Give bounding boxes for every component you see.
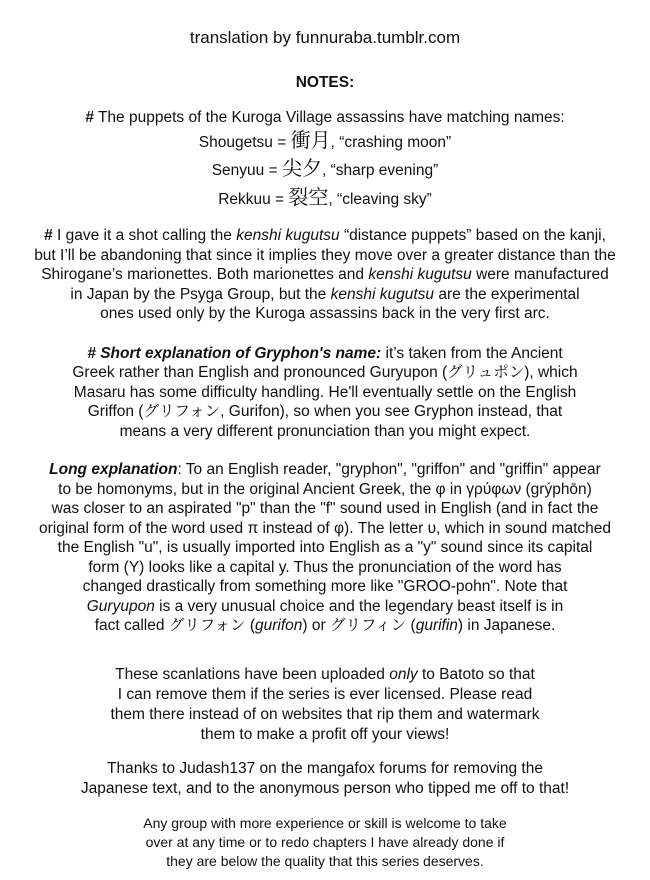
translation-credit: translation by funnuraba.tumblr.com (189, 28, 461, 47)
puppet-name-shougetsu (0, 128, 650, 157)
paragraph-line: form (Y) looks like a capital y. Thus the pronunciation of the word has (88, 558, 562, 576)
italic-term: gurifin (415, 617, 458, 634)
long-explanation-section (0, 460, 650, 636)
puppet-name-list (0, 128, 650, 214)
distance-puppets-section (0, 226, 650, 324)
text-run: it’s taken from the Ancient (381, 344, 563, 362)
text-run: is a very unusual choice and the legendary beast itself is in (154, 597, 564, 615)
text-run: to Batoto so that (417, 665, 535, 683)
paragraph-line (0, 665, 650, 685)
paragraph-line (0, 344, 650, 364)
paragraph-line: over at any time or to redo chapters I have already done if (145, 833, 505, 850)
puppet-romaji: Senyuu = (211, 162, 282, 179)
puppet-meaning: , “sharp evening” (321, 162, 439, 179)
paragraph-line: but I’ll be abandoning that since it implies they move over a greater distance than the (34, 246, 616, 264)
thanks-notice (0, 759, 650, 799)
puppet-names-section (0, 108, 650, 213)
text-run: I gave it a shot calling the (52, 227, 237, 244)
text-run: : To an English reader, "gryphon", "griffon" and "griffin" appear (177, 461, 601, 478)
paragraph-line: they are below the quality that this series deserves. (166, 852, 484, 869)
short-explanation-heading: # Short explanation of Gryphon's name: (87, 344, 382, 362)
puppet-romaji: Shougetsu = (198, 133, 291, 151)
puppet-intro-line (0, 108, 650, 128)
paragraph-line (0, 265, 650, 285)
paragraph-line: means a very different pronunciation than you might expect. (119, 422, 531, 440)
paragraph-line: Thanks to Judash137 on the mangafox forums for removing the (107, 759, 543, 777)
paragraph-line: Greek rather than English and pronounced Guryupon (グリュポン), which (72, 364, 578, 381)
paragraph-line: Griffon (グリフォン, Gurifon), so when you see Gryphon instead, that (87, 403, 563, 420)
paragraph-line: Any group with more experience or skill is welcome to take (143, 814, 507, 831)
puppet-name-senyuu (0, 156, 650, 185)
paragraph-line: them there instead of on websites that rip them and watermark (110, 705, 540, 723)
paragraph-line: to be homonyms, but in the original Ancient Greek, the φ in γρύφων (grýphōn) (58, 480, 592, 498)
short-explanation-section (0, 344, 650, 442)
text-run: Shirogane’s marionettes. Both marionettes and (41, 266, 369, 283)
italic-term: gurifon (255, 617, 303, 634)
italic-term: kenshi kugutsu (236, 227, 340, 244)
puppet-name-rekkuu (0, 185, 650, 214)
paragraph-line: ones used only by the Kuroga assassins back in the very first arc. (100, 305, 550, 322)
paragraph-line: them to make a profit off your views! (200, 725, 450, 743)
paragraph-line (0, 285, 650, 305)
puppet-intro-text: The puppets of the Kuroga Village assassins have matching names: (97, 109, 565, 126)
paragraph-line (0, 226, 650, 246)
text-run: These scanlations have been uploaded (115, 665, 390, 683)
text-run: were manufactured (471, 266, 609, 283)
italic-term: Guryupon (86, 597, 155, 615)
paragraph-line (0, 460, 650, 480)
paragraph-line: changed drastically from something more like "GROO-pohn". Note that (82, 578, 568, 595)
hash-marker: # (85, 109, 94, 126)
recruitment-notice (0, 814, 650, 871)
upload-notice (0, 665, 650, 745)
text-run: ) in Japanese. (457, 617, 556, 634)
italic-term: kenshi kugutsu (330, 285, 435, 303)
puppet-kanji: 尖夕 (281, 158, 322, 180)
text-run: ) or グリフィン ( (302, 617, 416, 634)
italic-term: kenshi kugutsu (368, 266, 472, 283)
paragraph-line: was closer to an aspirated "p" than the "f" sound used in English (and in fact the (51, 500, 599, 517)
paragraph-line: the English "u", is usually imported into English as a "y" sound since its capital (57, 539, 593, 556)
text-run: in Japan by the Psyga Group, but the (70, 285, 331, 303)
long-explanation-heading: Long explanation (49, 461, 178, 478)
puppet-kanji: 衝月 (290, 129, 331, 152)
text-run: “distance puppets” based on the kanji, (339, 227, 606, 244)
paragraph-line (0, 616, 650, 636)
puppet-romaji: Rekkuu = (218, 190, 289, 208)
puppet-kanji: 裂空 (288, 186, 329, 209)
puppet-meaning: , “cleaving sky” (328, 190, 432, 208)
paragraph-line: I can remove them if the series is ever licensed. Please read (117, 685, 533, 703)
paragraph-line (0, 597, 650, 617)
text-run: are the experimental (434, 285, 580, 303)
hash-marker: # (44, 227, 53, 244)
paragraph-line: Japanese text, and to the anonymous person who tipped me off to that! (80, 779, 570, 797)
puppet-meaning: , “crashing moon” (330, 133, 452, 151)
paragraph-line: Masaru has some difficulty handling. He'll eventually settle on the English (73, 383, 577, 401)
text-run: fact called グリフォン ( (94, 617, 255, 634)
italic-term: only (389, 665, 418, 683)
notes-heading: NOTES: (295, 74, 355, 91)
paragraph-line: original form of the word used π instead of φ). The letter υ, which in sound matched (38, 519, 611, 537)
